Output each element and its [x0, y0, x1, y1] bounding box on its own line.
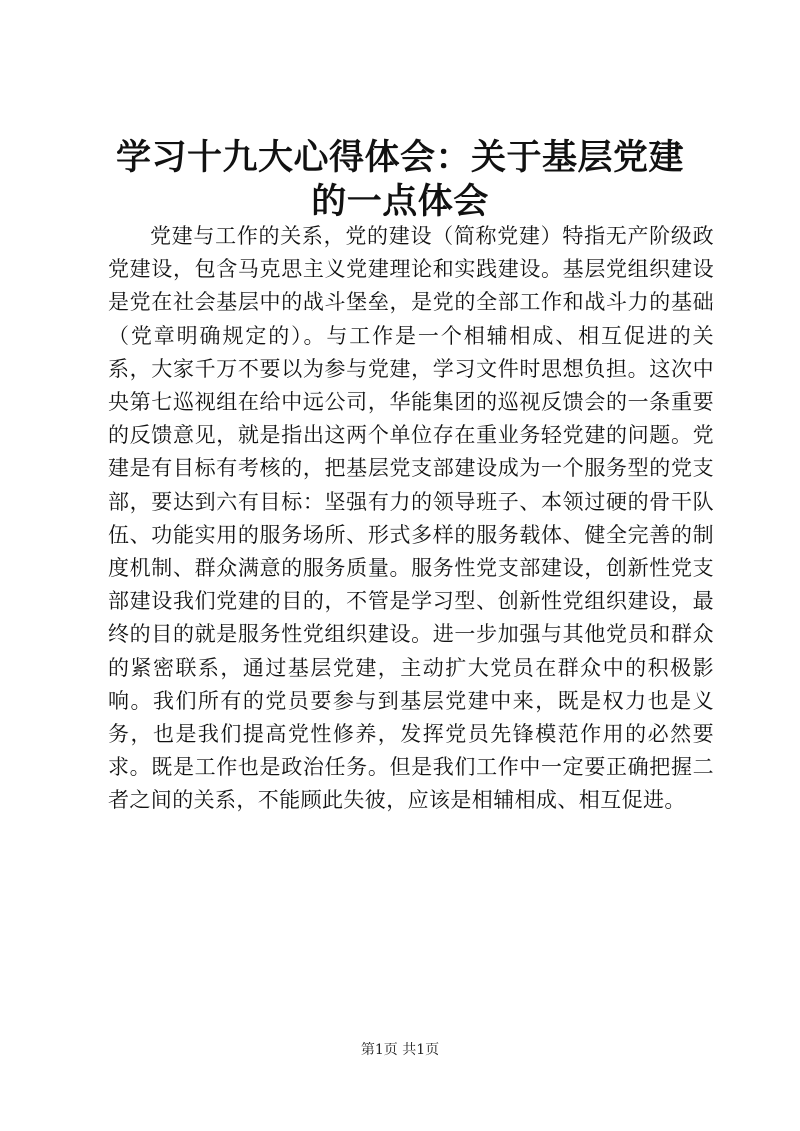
page-footer — [0, 1040, 800, 1060]
document-body-paragraph: 党建与工作的关系，党的建设（简称党建）特指无产阶级政党建设，包含马克思主义党建理论和实践建设。基层党组织建设是党在社会基层中的战斗堡垒，是党的全部工作和战斗力的基础（党章明确规定的）。与工作是一个相辅相成、相互促进的关系，大家千万不要以为参与党建，学习文件时思想负担。这次中央第七巡视组在给中远公司，华能集团的巡视反馈会的一条重要的反馈意见，就是指出这两个单位存在重业务轻党建的问题。党建是有目标有考核的，把基层党支部建设成为一个服务型的党支部，要达到六有目标：坚强有力的领导班子、本领过硬的骨干队伍、功能实用的服务场所、形式多样的服务载体、健全完善的制度机制、群众满意的服务质量。服务性党支部建设，创新性党支部建设我们党建的目的，不管是学习型、创新性党组织建设，最终的目的就是服务性党组织建设。进一步加强与其他党员和群众的紧密联系，通过基层党建，主动扩大党员在群众中的积极影响。我们所有的党员要参与到基层党建中来，既是权力也是义务，也是我们提高党性修养，发挥党员先锋模范作用的必然要求。既是工作也是政治任务。但是我们工作中一定要正确把握二者之间的关系，不能顾此失彼，应该是相辅相成、相互促进。 — [108, 224, 714, 813]
page-number-label: 第1页 共1页 — [360, 1042, 440, 1058]
document-title: 学习十九大心得体会：关于基层党建的一点体会 — [115, 137, 684, 222]
